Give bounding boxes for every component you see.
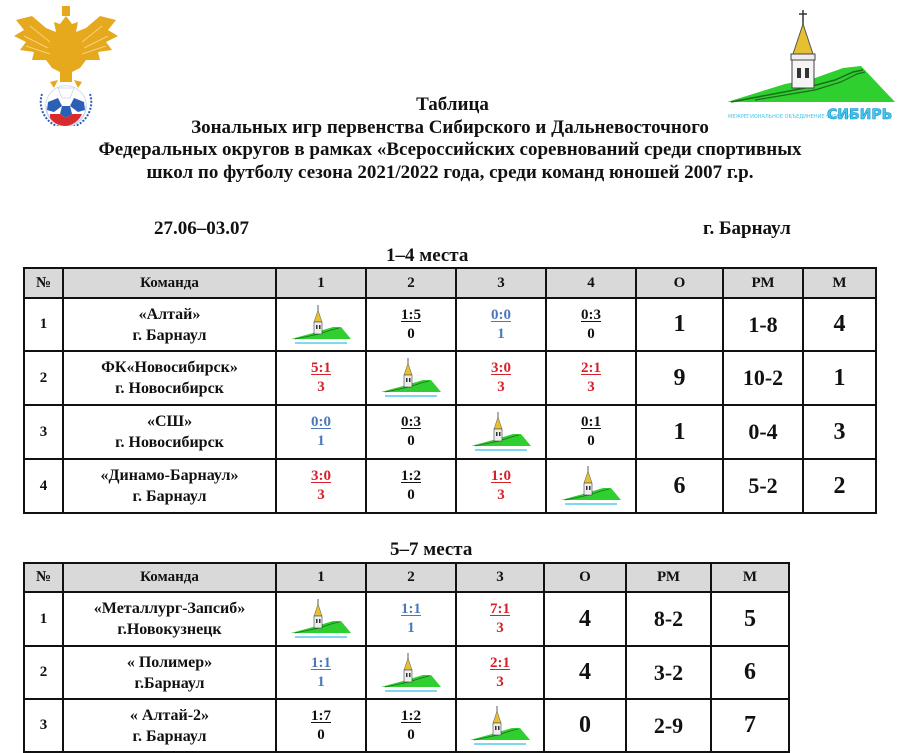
- title-line-4: школ по футболу сезона 2021/2022 года, среди команд юношей 2007 г.р.: [146, 161, 754, 183]
- match-result-cell: [366, 298, 456, 351]
- final-place: 6: [711, 646, 789, 699]
- goal-difference: 0-4: [723, 405, 803, 459]
- team-cell: [63, 646, 276, 699]
- team-name: « Алтай-2»: [129, 706, 210, 724]
- match-score: 1:0: [491, 468, 511, 484]
- team-cell: [63, 459, 276, 513]
- group2-header-row: [24, 563, 789, 592]
- match-result-cell: [456, 646, 544, 699]
- match-result-cell: [456, 298, 546, 351]
- self-match-cell: [546, 459, 636, 513]
- team-name: «СШ»: [146, 413, 193, 430]
- column-header: РМ: [626, 563, 711, 592]
- goal-difference: 10-2: [723, 351, 803, 405]
- match-result-cell: [276, 351, 366, 405]
- match-score: 1:5: [401, 306, 421, 323]
- final-place: 7: [711, 699, 789, 752]
- match-points: 1: [317, 433, 325, 449]
- total-points: 6: [636, 459, 723, 513]
- team-city: г. Барнаул: [132, 727, 207, 745]
- self-match-logo-icon: [289, 303, 353, 347]
- total-points: 9: [636, 351, 723, 405]
- match-points: 1: [317, 673, 325, 690]
- match-points: 1: [407, 620, 415, 636]
- goal-difference: 3-2: [626, 646, 711, 699]
- column-header: 2: [366, 563, 456, 592]
- tournament-city: г. Барнаул: [703, 218, 791, 239]
- match-points: 3: [317, 487, 325, 503]
- column-header: О: [544, 563, 626, 592]
- table-row: [24, 699, 789, 752]
- title-line-3: Федеральных округов в рамках «Всероссийских соревнований среди спортивных: [98, 139, 802, 160]
- match-points: 3: [587, 379, 595, 395]
- match-result-cell: [276, 699, 366, 752]
- self-match-cell: [276, 592, 366, 646]
- self-match-logo-icon: [289, 597, 353, 641]
- column-header: 1: [276, 268, 366, 298]
- match-points: 1: [497, 325, 505, 342]
- team-number: 2: [24, 351, 63, 405]
- self-match-logo-icon: [379, 651, 443, 695]
- svg-text:МЕЖРЕГИОНАЛЬНОЕ ОБЪЕДИНЕНИЕ ФУ: МЕЖРЕГИОНАЛЬНОЕ ОБЪЕДИНЕНИЕ ФУТБОЛА: [728, 114, 852, 120]
- table-row: [24, 405, 876, 459]
- title-line-1: Таблица: [416, 94, 489, 115]
- team-number: 1: [24, 298, 63, 351]
- match-score: 3:0: [491, 360, 511, 376]
- self-match-cell: [276, 298, 366, 351]
- match-result-cell: [366, 459, 456, 513]
- self-match-logo-icon: [559, 464, 623, 508]
- match-score: 1:2: [401, 707, 421, 724]
- match-score: 1:1: [311, 654, 331, 671]
- match-points: 3: [497, 379, 505, 395]
- match-result-cell: [366, 405, 456, 459]
- group1-title: 1–4 места: [386, 245, 469, 266]
- column-header: №: [24, 563, 63, 592]
- total-points: 4: [544, 592, 626, 646]
- final-place: 4: [803, 298, 876, 351]
- self-match-logo-icon: [469, 410, 533, 454]
- total-points: 1: [636, 298, 723, 351]
- team-cell: [63, 351, 276, 405]
- team-name: «Динамо-Барнаул»: [100, 467, 239, 484]
- table-row: [24, 459, 876, 513]
- match-points: 0: [407, 726, 415, 743]
- team-number: 2: [24, 646, 63, 699]
- goal-difference: 1-8: [723, 298, 803, 351]
- match-points: 3: [496, 620, 504, 636]
- match-score: 1:2: [401, 468, 421, 484]
- match-result-cell: [546, 351, 636, 405]
- goal-difference: 8-2: [626, 592, 711, 646]
- table-row: [24, 351, 876, 405]
- match-score: 1:1: [401, 601, 421, 617]
- column-header: М: [803, 268, 876, 298]
- group2-standings-table: [23, 562, 790, 753]
- match-result-cell: [276, 405, 366, 459]
- tournament-dates: 27.06–03.07: [154, 218, 249, 239]
- total-points: 0: [544, 699, 626, 752]
- self-match-logo-icon: [468, 704, 532, 748]
- total-points: 1: [636, 405, 723, 459]
- team-number: 4: [24, 459, 63, 513]
- match-score: 2:1: [581, 360, 601, 376]
- team-name: « Полимер»: [126, 653, 213, 671]
- title-line-2: Зональных игр первенства Сибирского и Дальневосточного: [191, 116, 709, 138]
- match-points: 0: [407, 433, 415, 449]
- total-points: 4: [544, 646, 626, 699]
- match-points: 3: [497, 487, 505, 503]
- match-points: 0: [587, 433, 595, 449]
- match-points: 0: [407, 487, 415, 503]
- match-score: 0:3: [581, 306, 601, 323]
- team-city: г.Новокузнецк: [117, 621, 222, 638]
- column-header: 4: [546, 268, 636, 298]
- match-result-cell: [456, 592, 544, 646]
- match-score: 5:1: [311, 360, 331, 376]
- final-place: 3: [803, 405, 876, 459]
- column-header: 3: [456, 268, 546, 298]
- team-cell: [63, 699, 276, 752]
- team-name: «Алтай»: [138, 305, 201, 323]
- column-header: О: [636, 268, 723, 298]
- team-cell: [63, 405, 276, 459]
- column-header: М: [711, 563, 789, 592]
- table-row: [24, 298, 876, 351]
- column-header: 3: [456, 563, 544, 592]
- goal-difference: 2-9: [626, 699, 711, 752]
- column-header: Команда: [63, 563, 276, 592]
- self-match-logo-icon: [379, 356, 443, 400]
- match-points: 0: [587, 325, 595, 342]
- match-points: 3: [496, 673, 504, 690]
- document-title: [0, 94, 900, 184]
- match-score: 7:1: [490, 601, 510, 617]
- team-city: г. Новосибирск: [115, 434, 224, 451]
- team-city: г. Новосибирск: [115, 380, 224, 397]
- group2-title: 5–7 места: [390, 539, 473, 560]
- team-name: «Металлург-Запсиб»: [93, 600, 246, 617]
- group1-header-row: [24, 268, 876, 298]
- match-result-cell: [366, 699, 456, 752]
- table-row: [24, 646, 789, 699]
- column-header: 1: [276, 563, 366, 592]
- goal-difference: 5-2: [723, 459, 803, 513]
- team-number: 3: [24, 699, 63, 752]
- team-city: г.Барнаул: [134, 674, 205, 692]
- table-row: [24, 592, 789, 646]
- match-score: 1:7: [311, 707, 331, 724]
- match-points: 0: [317, 726, 325, 743]
- column-header: №: [24, 268, 63, 298]
- final-place: 2: [803, 459, 876, 513]
- match-score: 3:0: [311, 468, 331, 484]
- column-header: Команда: [63, 268, 276, 298]
- team-number: 3: [24, 405, 63, 459]
- team-name: ФК«Новосибирск»: [101, 359, 238, 376]
- team-cell: [63, 298, 276, 351]
- match-result-cell: [366, 592, 456, 646]
- match-result-cell: [276, 646, 366, 699]
- match-score: 2:1: [490, 654, 510, 671]
- team-city: г. Барнаул: [132, 326, 207, 344]
- svg-text:СИБИРЬ: СИБИРЬ: [827, 107, 893, 122]
- team-number: 1: [24, 592, 63, 646]
- final-place: 5: [711, 592, 789, 646]
- match-score: 0:3: [401, 414, 421, 430]
- self-match-cell: [366, 646, 456, 699]
- team-city: г. Барнаул: [132, 488, 207, 505]
- team-cell: [63, 592, 276, 646]
- match-result-cell: [546, 298, 636, 351]
- self-match-cell: [456, 405, 546, 459]
- column-header: 2: [366, 268, 456, 298]
- group1-standings-table: [23, 267, 877, 514]
- match-result-cell: [276, 459, 366, 513]
- match-result-cell: [456, 351, 546, 405]
- match-score: 0:1: [581, 414, 601, 430]
- column-header: РМ: [723, 268, 803, 298]
- self-match-cell: [456, 699, 544, 752]
- self-match-cell: [366, 351, 456, 405]
- match-score: 0:0: [491, 306, 511, 323]
- match-result-cell: [456, 459, 546, 513]
- match-points: 3: [317, 379, 325, 395]
- final-place: 1: [803, 351, 876, 405]
- match-points: 0: [407, 325, 415, 342]
- match-result-cell: [546, 405, 636, 459]
- match-score: 0:0: [311, 414, 331, 430]
